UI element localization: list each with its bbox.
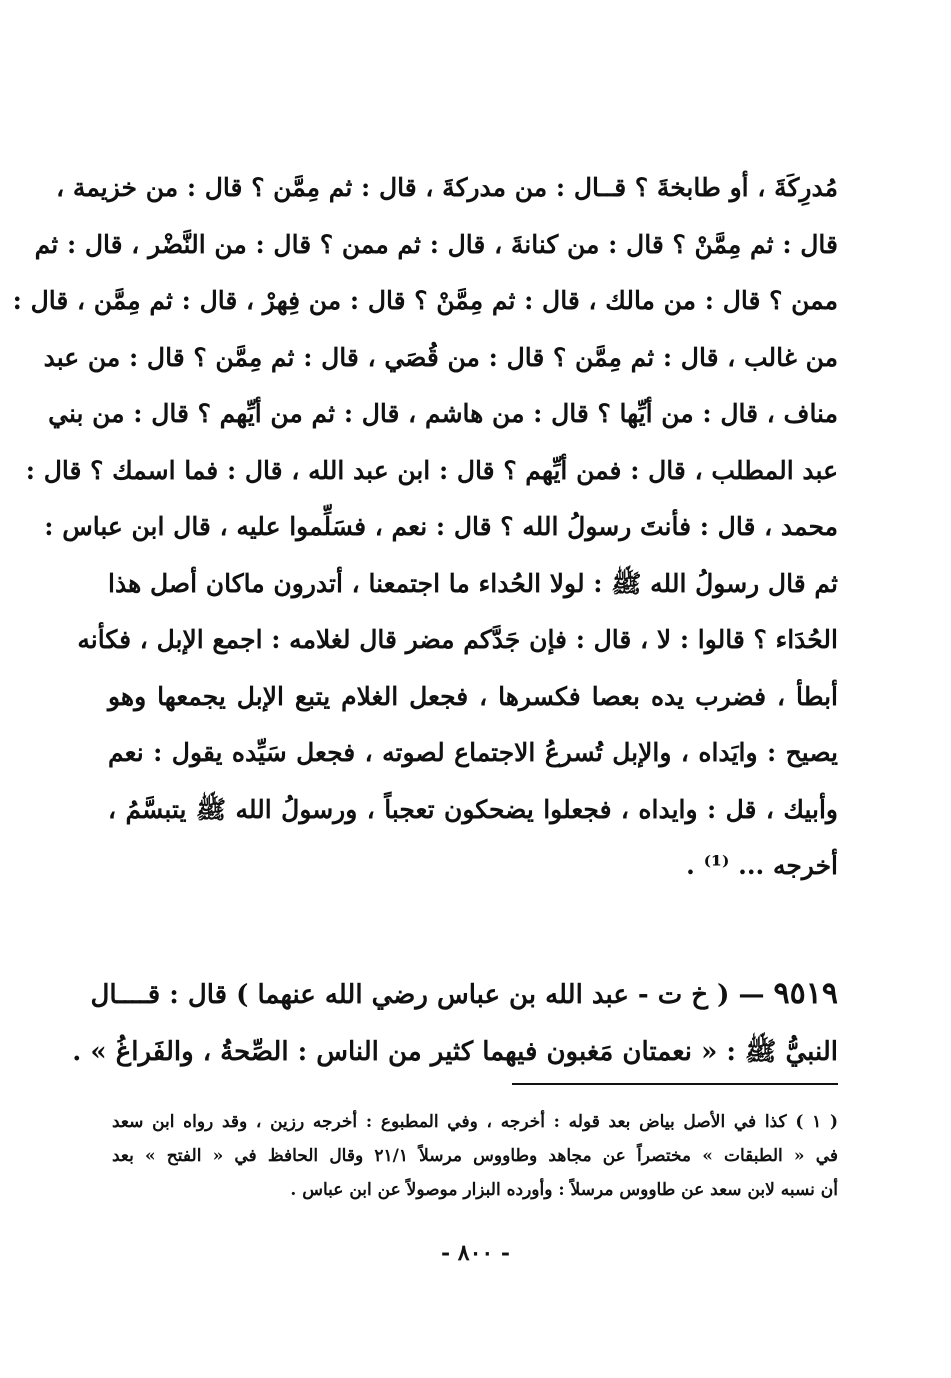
text-line: الحُدَاء ؟ قالوا : لا ، قال : فإن جَدَّكم مضر قال لغلامه : اجمع الإبل ، فكأنه <box>77 625 838 654</box>
text-line: يصيح : وايَداه ، والإبل تُسرعُ الاجتماع لصوته ، فجعل سَيِّده يقول : نعم <box>108 738 838 767</box>
footnote-separator <box>512 1083 838 1085</box>
hadith-entry <box>72 965 838 1081</box>
text-line: قال : ثم مِمَّنْ ؟ قال : من كنانةَ ، قال : ثم ممن ؟ قال : من النَّضْر ، قال : ثم <box>34 229 838 259</box>
text-line: أبطأ ، فضرب يده بعصا فكسرها ، فجعل الغلام يتبع الإبل يجمعها وهو <box>108 681 838 711</box>
hadith-text-line: النبيُّ ﷺ : « نعمتان مَغبون فيهما كثير من الناس : الصِّحةُ ، والفَراغُ » . <box>72 1037 838 1067</box>
hadith-heading-text: — ( خ ت - عبد الله بن عباس رضي الله عنهما ) قال : قــــال <box>90 980 765 1010</box>
footnotes <box>112 1105 838 1207</box>
footnote-line: في « الطبقات » مختصراً عن مجاهد وطاووس مرسلاً ٢١/١ وقال الحافظ في « الفتح » بعد <box>112 1146 839 1166</box>
text-line: عبد المطلب ، قال : فمن أيِّهم ؟ قال : ابن عبد الله ، قال : فما اسمك ؟ قال : <box>25 455 838 485</box>
hadith-number: ٩٥١٩ <box>773 976 838 1011</box>
footnote-line: ( ١ ) كذا في الأصل بياض بعد قوله : أخرجه ، وفي المطبوع : أخرجه رزين ، وقد رواه ابن سعد <box>112 1112 838 1132</box>
main-text <box>12 160 838 895</box>
text-line: من غالب ، قال : ثم مِمَّن ؟ قال : من قُصَي ، قال : ثم مِمَّن ؟ قال : من عبد <box>43 342 838 372</box>
footnote-line: أن نسبه لابن سعد عن طاووس مرسلاً : وأورده البزار موصولاً عن ابن عباس . <box>290 1180 838 1200</box>
text-line: أخرجه ... ⁽¹⁾ . <box>686 851 838 880</box>
text-line: مناف ، قال : من أيِّها ؟ قال : من هاشم ، قال : ثم من أيِّهم ؟ قال : من بني <box>48 399 838 428</box>
text-line: ممن ؟ قال : من مالك ، قال : ثم مِمَّنْ ؟ قال : من فِهرْ ، قال : ثم مِمَّن ، قال : <box>12 286 838 315</box>
text-line: محمد ، قال : فأنتَ رسولُ الله ؟ قال : نعم ، فسَلِّموا عليه ، قال ابن عباس : <box>44 512 838 541</box>
page-number: - ٨٠٠ - <box>440 1240 511 1266</box>
text-line: مُدرِكَةَ ، أو طابخةَ ؟ قــال : من مدركةَ ، قال : ثم مِمَّن ؟ قال : من خزيمة ، <box>56 173 838 202</box>
text-line: وأبيك ، قل : وايداه ، فجعلوا يضحكون تعجباً ، ورسولُ الله ﷺ يتبسَّمُ ، <box>108 794 838 824</box>
text-line: ثم قال رسولُ الله ﷺ : لولا الحُداء ما اجتمعنا ، أتدرون ماكان أصل هذا <box>108 568 838 598</box>
hadith-heading-line <box>90 965 838 1023</box>
